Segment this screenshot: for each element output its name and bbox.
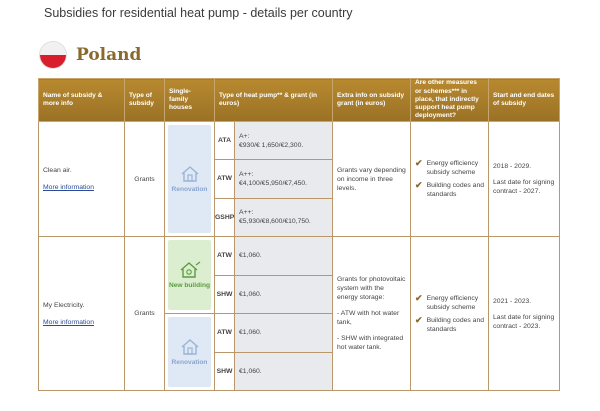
subsidy-type: Grants <box>125 122 165 237</box>
measures-cell <box>411 122 489 237</box>
grant-line: A++: <box>239 170 254 178</box>
new-building-label: New building <box>168 281 211 289</box>
extra-info-intro: Grants for photovoltaic system with the energy storage: <box>337 276 406 301</box>
page-title: Subsidies for residential heat pump - details per country <box>44 6 353 20</box>
dates-note: Last date for signing contract - 2023. <box>493 313 555 330</box>
subsidy-name: Clean air. <box>43 167 72 174</box>
table-row <box>39 122 560 160</box>
subsidy-type: Grants <box>125 237 165 391</box>
heat-pump-type: ATW <box>215 237 235 276</box>
house-cell <box>165 314 215 391</box>
measure-item: Energy efficiency subsidy scheme <box>426 160 479 176</box>
header-extra: Extra info on subsidy grant (in euros) <box>333 79 411 122</box>
grant-line: A++: <box>239 209 254 217</box>
extra-info: Grants vary depending on income in three levels. <box>333 122 411 237</box>
house-cell <box>165 237 215 314</box>
measure-item: Building codes and standards <box>426 316 485 333</box>
heat-pump-type: SHW <box>215 275 235 314</box>
measures-cell <box>411 237 489 391</box>
renovation-label: Renovation <box>171 358 208 366</box>
grant-cell <box>235 198 333 236</box>
header-measures: Are other measures or schemes*** in place, that indirectly support heat pump deployment? <box>411 79 489 122</box>
dates-note: Last date for signing contract - 2027. <box>493 179 555 195</box>
heat-pump-type: GSHP <box>215 198 235 236</box>
header-houses: Single-family houses <box>165 79 215 122</box>
grant-cell: €1,060. <box>235 314 333 353</box>
grant-cell <box>235 122 333 160</box>
dates: 2018 - 2029. <box>493 163 532 170</box>
checkmark-icon: ✔ <box>415 180 423 190</box>
grant-line: A+: <box>239 132 250 140</box>
more-information-link[interactable]: More information <box>43 184 94 191</box>
heat-pump-type: SHW <box>215 352 235 391</box>
country-name: Poland <box>76 45 142 65</box>
measure-item: Energy efficiency subsidy scheme <box>426 294 479 311</box>
renovation-label: Renovation <box>171 185 208 193</box>
grant-line: €5,930/€8,600/€10,750. <box>239 218 311 226</box>
header-dates: Start and end dates of subsidy <box>489 79 560 122</box>
grant-cell: €1,060. <box>235 237 333 276</box>
measure-item: Building codes and standards <box>426 182 485 198</box>
heat-pump-type: ATA <box>215 122 235 160</box>
dates-cell <box>489 122 560 237</box>
table-header-row <box>39 79 560 122</box>
dates-cell <box>489 237 560 391</box>
new-building-box <box>168 240 211 310</box>
extra-info-item: - ATW with hot water tank, <box>337 310 400 326</box>
extra-info-cell <box>333 237 411 391</box>
checkmark-icon: ✔ <box>415 158 423 168</box>
house-renovation-icon <box>180 165 200 183</box>
extra-info-item: - SHW with integrated hot water tank. <box>337 335 404 351</box>
grant-line: €4,100/€5,950/€7,450. <box>239 179 308 187</box>
poland-flag-icon <box>40 42 66 68</box>
header-heat-pump: Type of heat pump** & grant (in euros) <box>215 79 333 122</box>
grant-cell <box>235 160 333 198</box>
heat-pump-type: ATW <box>215 160 235 198</box>
renovation-box <box>168 317 211 387</box>
house-new-building-icon <box>179 261 201 279</box>
more-information-link[interactable]: More information <box>43 318 94 326</box>
grant-cell: €1,060. <box>235 352 333 391</box>
subsidy-name: My Electricity. <box>43 301 85 309</box>
table-row <box>39 237 560 276</box>
checkmark-icon: ✔ <box>415 292 423 303</box>
heat-pump-type: ATW <box>215 314 235 353</box>
house-renovation-icon <box>180 338 200 356</box>
grant-line: €930/€ 1,650/€2,300. <box>239 141 304 149</box>
subsidy-name-cell <box>39 122 125 237</box>
renovation-box <box>168 125 211 233</box>
dates: 2021 - 2023. <box>493 297 532 305</box>
header-type: Type of subsidy <box>125 79 165 122</box>
checkmark-icon: ✔ <box>415 314 423 325</box>
subsidy-name-cell <box>39 237 125 391</box>
country-heading <box>40 42 141 68</box>
house-cell <box>165 122 215 237</box>
subsidy-table <box>38 78 560 391</box>
header-name: Name of subsidy & more info <box>39 79 125 122</box>
grant-cell: €1,060. <box>235 275 333 314</box>
